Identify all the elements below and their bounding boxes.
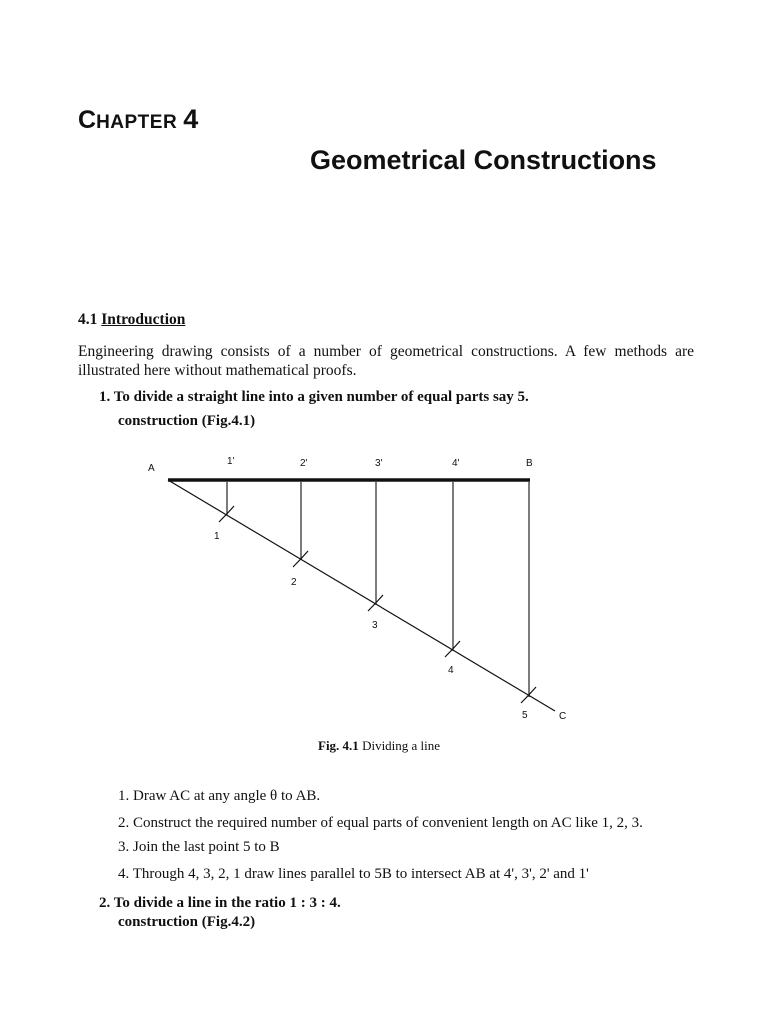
item-2-title: To divide a line in the ratio 1 : 3 : 4. [113, 895, 341, 911]
label-3-prime: 3' [375, 458, 383, 469]
label-point-2: 2 [291, 577, 297, 588]
label-c: C [559, 711, 567, 722]
item-2-heading [99, 895, 341, 912]
section-number: 4.1 [78, 311, 98, 328]
label-b: B [526, 458, 533, 469]
label-4-prime: 4' [452, 458, 460, 469]
list-item: 3. Join the last point 5 to B [118, 839, 280, 855]
label-2-prime: 2' [300, 458, 308, 469]
label-point-1: 1 [214, 531, 220, 542]
label-point-4: 4 [448, 665, 454, 676]
figure-caption-number: Fig. 4.1 [318, 738, 359, 753]
list-item: 4. Through 4, 3, 2, 1 draw lines parallel to 5B to intersect AB at 4', 3', 2' and 1' [118, 866, 589, 882]
intro-paragraph: Engineering drawing consists of a number of geometrical constructions. A few methods are illustrated here without mathematical proofs. [78, 343, 694, 379]
chapter-prefix-small: HAPTER [96, 112, 178, 133]
item-1-number: 1. [99, 389, 111, 405]
page-title: Geometrical Constructions [310, 145, 657, 175]
section-title: Introduction [101, 311, 186, 328]
label-1-prime: 1' [227, 456, 235, 467]
item-2-number: 2. [99, 895, 111, 911]
item-2-subheading: construction (Fig.4.2) [118, 914, 256, 930]
list-item: 1. Draw AC at any angle θ to AB. [118, 788, 321, 804]
label-point-5: 5 [522, 710, 528, 721]
chapter-prefix-big: C [78, 106, 97, 134]
label-point-3: 3 [372, 620, 378, 631]
list-item: 2. Construct the required number of equal parts of convenient length on AC like 1, 2, 3. [118, 815, 643, 831]
figure-caption-text: Dividing a line [362, 738, 441, 753]
label-a: A [148, 463, 155, 474]
item-1-subheading: construction (Fig.4.1) [118, 413, 256, 429]
chapter-number: 4 [183, 104, 199, 134]
item-1-title: To divide a straight line into a given number of equal parts say 5. [113, 389, 529, 405]
figure-caption [318, 738, 440, 754]
